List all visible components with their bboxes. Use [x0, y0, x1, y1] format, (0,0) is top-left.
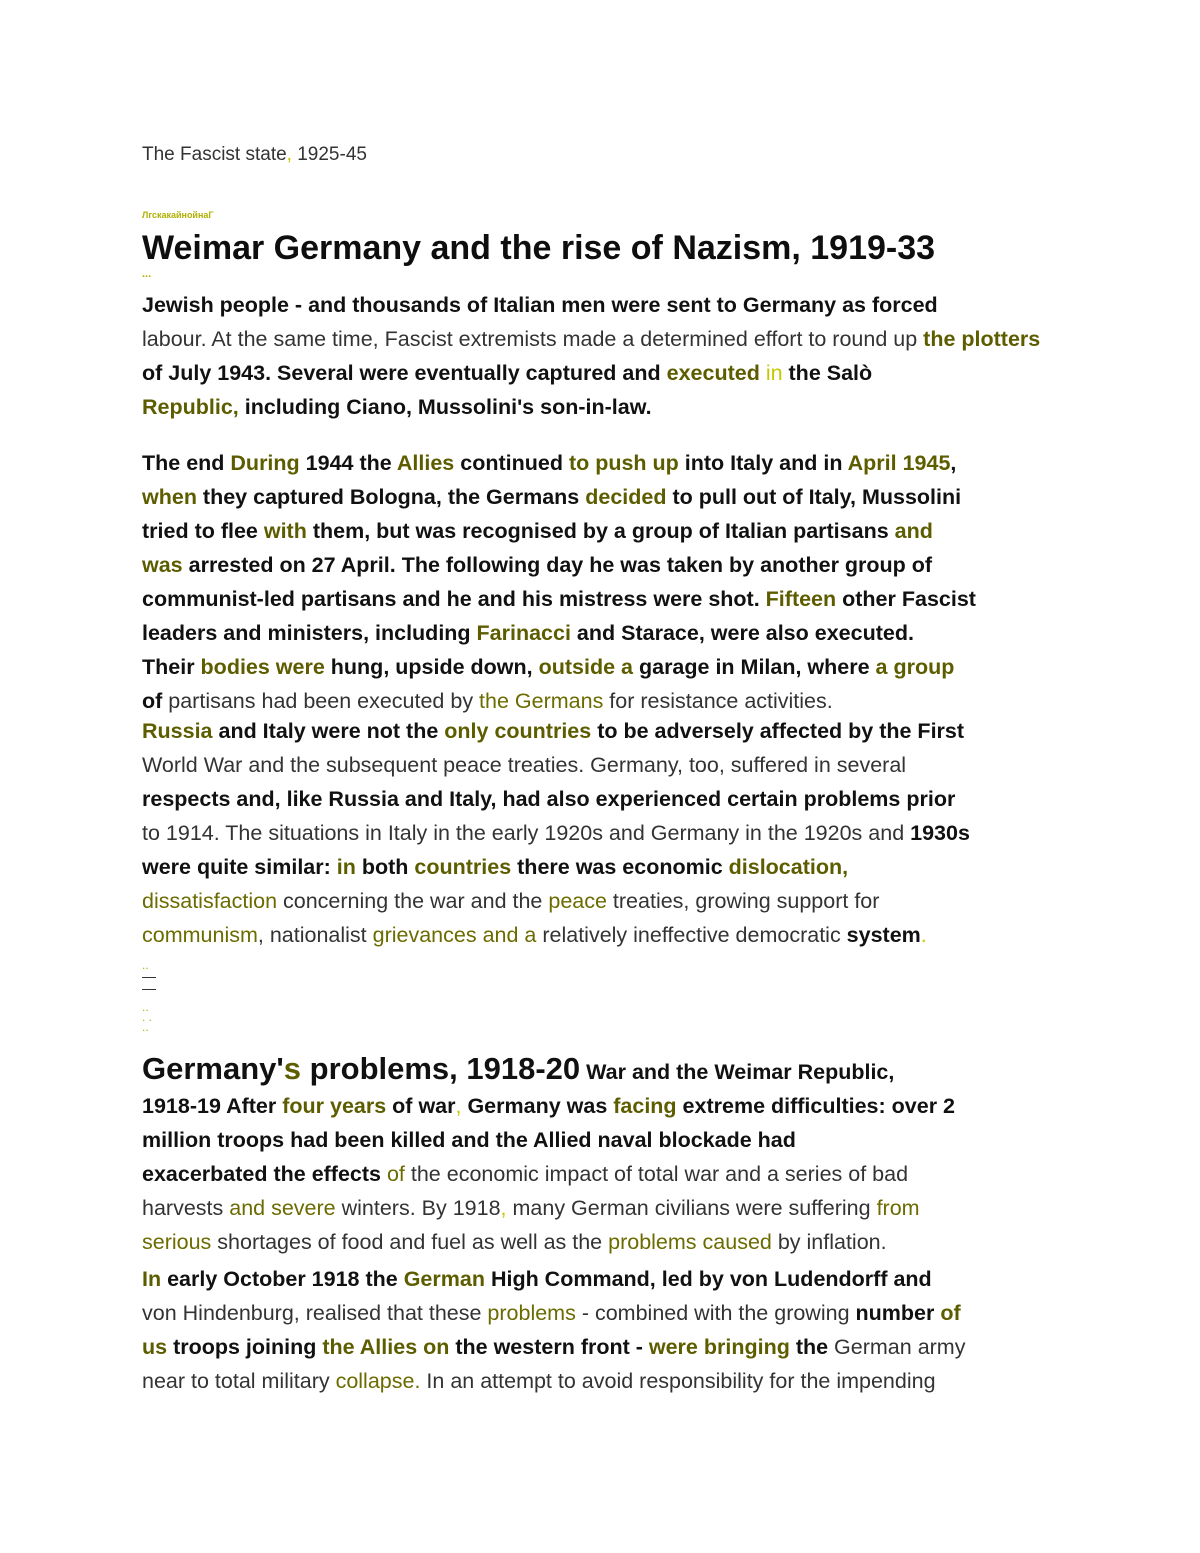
- text-run: Jewish people - and thousands of Italian men were sent to Germany as forced: [142, 293, 938, 317]
- text-run: War and the Weimar Republic,: [580, 1060, 895, 1084]
- text-run: problems, 1918-20: [301, 1051, 581, 1086]
- text-run: countries: [414, 855, 512, 879]
- text-run: system: [846, 923, 921, 947]
- text-run: facing: [613, 1094, 677, 1118]
- text-run: High Command, led by von Ludendorff and: [484, 1267, 932, 1291]
- text-run: concerning the war and the: [277, 889, 549, 913]
- text-run: when: [142, 485, 197, 509]
- text-run: Several were eventually captured and: [277, 361, 667, 385]
- paragraph-forced-labour: [142, 288, 1072, 424]
- text-run: Farinacci: [476, 621, 571, 645]
- text-run: April 1945: [847, 451, 951, 475]
- text-run: both: [355, 855, 415, 879]
- text-run: in: [336, 855, 356, 879]
- text-run: Germany': [142, 1051, 284, 1086]
- text-run: extreme difficulties: over 2: [676, 1094, 955, 1118]
- text-run: executed: [666, 361, 760, 385]
- text-run: ,: [455, 1094, 468, 1118]
- text-run: World War and the subsequent peace treaties. Germany, too, suffered in several: [142, 753, 907, 777]
- text-line: [142, 480, 1072, 514]
- text-line: [142, 1089, 1072, 1123]
- paragraph-germanys-problems: [142, 1052, 1072, 1259]
- text-run: us: [142, 1335, 168, 1359]
- text-run: partisans had been executed by: [162, 689, 480, 713]
- text-run: The Fascist state: [142, 144, 287, 165]
- text-run: in: [765, 361, 783, 385]
- text-run: was: [142, 553, 183, 577]
- text-line: [142, 356, 1072, 390]
- text-run: Their: [142, 655, 201, 679]
- text-run: grievances and a: [372, 923, 537, 947]
- text-run: by inflation.: [771, 1230, 887, 1254]
- text-run: near to total military: [142, 1369, 336, 1393]
- text-run: von Hindenburg, realised that these: [142, 1301, 488, 1325]
- text-run: dissatisfaction: [142, 889, 278, 913]
- text-run: collapse.: [335, 1369, 421, 1393]
- text-line: [142, 390, 1072, 424]
- text-line: [142, 714, 1072, 748]
- text-line: [142, 1364, 1072, 1398]
- text-line: [142, 616, 1072, 650]
- text-run: decided: [585, 485, 667, 509]
- heading-dots: ...: [142, 268, 152, 280]
- text-run: ,: [950, 451, 957, 475]
- text-line: [142, 288, 1072, 322]
- separator-dots: ..: [142, 1000, 149, 1014]
- text-run: Republic,: [142, 395, 239, 419]
- text-run: were quite similar:: [142, 855, 337, 879]
- text-line: [142, 816, 1072, 850]
- text-line: [142, 782, 1072, 816]
- page-title: Weimar Germany and the rise of Nazism, 1919-33: [142, 229, 936, 267]
- text-run: Allies: [396, 451, 455, 475]
- text-run: After: [220, 1094, 283, 1118]
- text-run: .: [265, 361, 278, 385]
- tiny-marks: ЛгскакайнойнаГ: [142, 210, 214, 220]
- text-line: [142, 514, 1072, 548]
- text-run: bodies were: [200, 655, 325, 679]
- separator-dots: ..: [142, 958, 149, 972]
- text-run: they captured Bologna, the Germans: [196, 485, 586, 509]
- text-run: tried to flee: [142, 519, 264, 543]
- paragraph-the-end: [142, 446, 1072, 718]
- separator-dash: —: [142, 968, 156, 984]
- text-run: exacerbated the effects: [142, 1162, 381, 1186]
- text-line: [142, 748, 1072, 782]
- separator-marks: [142, 960, 1072, 1032]
- text-run: into Italy and in: [678, 451, 848, 475]
- text-run: - combined with the growing: [575, 1301, 856, 1325]
- text-run: only countries: [444, 719, 592, 743]
- text-line: [142, 1191, 1072, 1225]
- text-run: early October 1918 the: [161, 1267, 404, 1291]
- text-run: of July 1943: [142, 361, 266, 385]
- text-run: 1918-19: [142, 1094, 221, 1118]
- text-run: Fifteen: [765, 587, 837, 611]
- text-run: to push up: [568, 451, 679, 475]
- text-run: The end: [142, 451, 231, 475]
- text-run: problems caused: [608, 1230, 772, 1254]
- text-run: During: [230, 451, 300, 475]
- text-run: In an attempt to avoid responsibility for the impending: [420, 1369, 936, 1393]
- text-run: dislocation,: [728, 855, 849, 879]
- text-run: ,: [286, 144, 292, 165]
- text-run: labour. At the same time, Fascist extremists made a determined effort to round up: [142, 327, 924, 351]
- text-run: four years: [282, 1094, 387, 1118]
- text-run: communist-led partisans and he and his mistress were shot.: [142, 587, 766, 611]
- text-run: peace: [548, 889, 607, 913]
- text-run: million troops had been killed and the Allied naval blockade had: [142, 1128, 796, 1152]
- text-line: [142, 446, 1072, 480]
- text-run: there was economic: [511, 855, 729, 879]
- text-line: [142, 684, 1072, 718]
- text-run: hung, upside down,: [324, 655, 539, 679]
- text-run: the: [789, 1335, 829, 1359]
- text-run: serious: [142, 1230, 212, 1254]
- text-run: of war: [386, 1094, 456, 1118]
- text-run: and Italy were not the: [212, 719, 445, 743]
- top-line: [142, 140, 1072, 170]
- text-run: leaders and ministers, including: [142, 621, 477, 645]
- text-run: 1925-45: [291, 144, 367, 165]
- text-run: garage in Milan, where: [633, 655, 876, 679]
- text-run: problems: [487, 1301, 576, 1325]
- text-run: 1930s: [910, 821, 970, 845]
- text-run: .: [920, 923, 927, 947]
- text-run: 1944 the: [299, 451, 397, 475]
- text-run: and severe: [229, 1196, 336, 1220]
- text-run: the plotters: [923, 327, 1041, 351]
- text-run: German army: [828, 1335, 966, 1359]
- text-run: to be adversely affected by the First: [591, 719, 965, 743]
- text-run: communism: [142, 923, 258, 947]
- text-line: [142, 918, 1072, 952]
- text-run: and Starace, were also executed.: [570, 621, 914, 645]
- text-run: and: [894, 519, 933, 543]
- text-run: harvests: [142, 1196, 230, 1220]
- text-run: treaties, growing support for: [606, 889, 880, 913]
- text-run: s: [283, 1051, 302, 1086]
- text-run: continued: [454, 451, 569, 475]
- paragraph-russia-italy: [142, 714, 1072, 952]
- text-run: , nationalist: [257, 923, 373, 947]
- text-run: of: [934, 1301, 961, 1325]
- text-run: of: [381, 1162, 405, 1186]
- text-run: Russia: [142, 719, 213, 743]
- running-title: [142, 140, 1072, 170]
- text-line: [142, 1123, 1072, 1157]
- text-line: [142, 1296, 1072, 1330]
- text-run: were bringing: [648, 1335, 790, 1359]
- separator-dash: —: [142, 980, 156, 996]
- separator-dots: . .: [142, 1010, 153, 1024]
- text-line: [142, 548, 1072, 582]
- text-line: [142, 1262, 1072, 1296]
- text-line: [142, 322, 1072, 356]
- text-run: including Ciano, Mussolini's son-in-law.: [238, 395, 652, 419]
- text-run: from: [876, 1196, 920, 1220]
- text-run: to 1914. The situations in Italy in the early 1920s and Germany in the 1920s and: [142, 821, 911, 845]
- text-run: the Allies on: [322, 1335, 450, 1359]
- text-run: the economic impact of total war and a series of bad: [404, 1162, 909, 1186]
- text-run: winters. By 1918: [335, 1196, 501, 1220]
- text-run: the western front -: [449, 1335, 649, 1359]
- text-run: outside a: [538, 655, 633, 679]
- text-line: [142, 850, 1072, 884]
- text-line: [142, 582, 1072, 616]
- text-run: troops joining: [167, 1335, 323, 1359]
- text-run: relatively ineffective democratic: [536, 923, 847, 947]
- text-run: other Fascist: [836, 587, 976, 611]
- text-run: number: [855, 1301, 935, 1325]
- text-line: [142, 884, 1072, 918]
- text-line: [142, 1157, 1072, 1191]
- text-run: them, but was recognised by a group of Italian partisans: [306, 519, 895, 543]
- text-run: respects and, like Russia and Italy, had also experienced certain problems prior: [142, 787, 956, 811]
- text-run: ,: [500, 1196, 507, 1220]
- text-run: a group: [875, 655, 955, 679]
- text-run: arrested on 27 April. The following day he was taken by another group of: [182, 553, 933, 577]
- text-run: for resistance activities.: [603, 689, 833, 713]
- text-run: the Salò: [782, 361, 873, 385]
- text-line: [142, 650, 1072, 684]
- text-run: shortages of food and fuel as well as the: [211, 1230, 609, 1254]
- text-run: many German civilians were suffering: [506, 1196, 877, 1220]
- text-run: the Germans: [479, 689, 604, 713]
- text-run: to pull out of Italy, Mussolini: [666, 485, 962, 509]
- text-run: Germany was: [467, 1094, 614, 1118]
- text-line: [142, 1225, 1072, 1259]
- separator-dots: ..: [142, 1020, 149, 1034]
- text-run: In: [142, 1267, 162, 1291]
- text-line: [142, 1330, 1072, 1364]
- paragraph-october-1918: [142, 1262, 1072, 1398]
- text-run: with: [263, 519, 307, 543]
- text-run: of: [142, 689, 163, 713]
- text-line: [142, 1052, 1072, 1089]
- text-run: German: [403, 1267, 485, 1291]
